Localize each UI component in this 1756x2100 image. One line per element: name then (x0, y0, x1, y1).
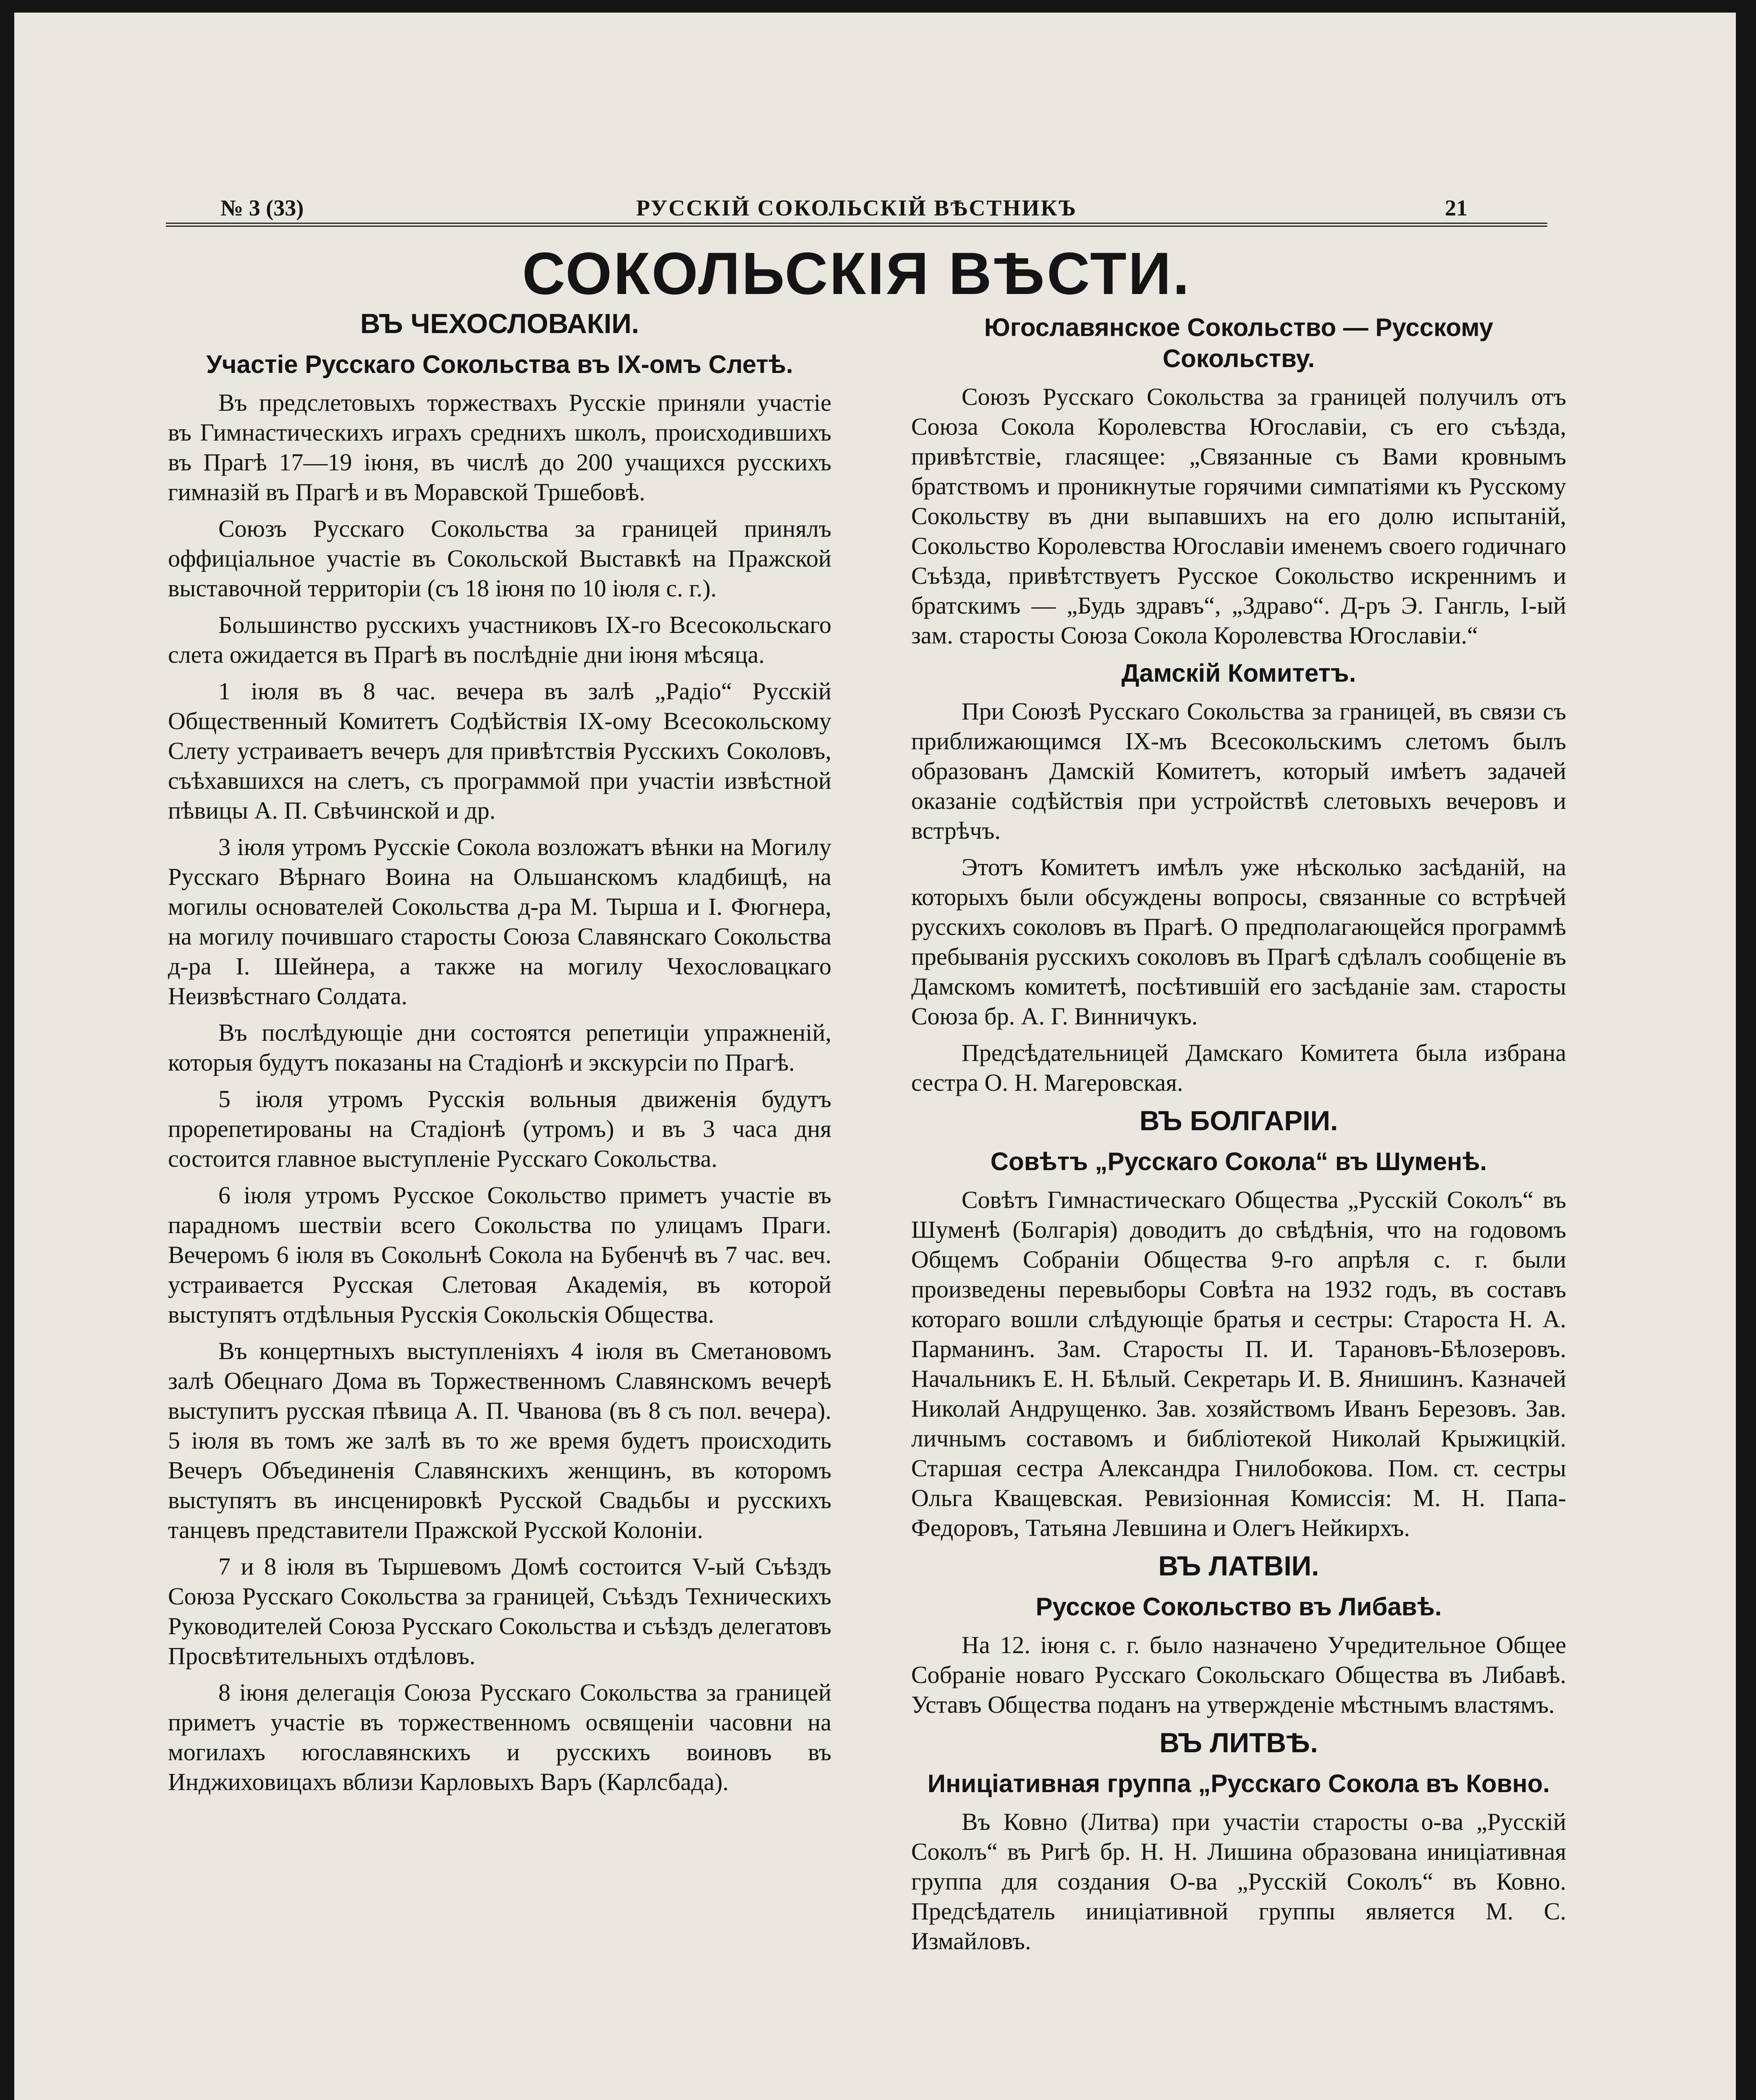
paragraph: 8 іюня делегація Союза Русскаго Сокольства за границей приметъ участіе въ торжественномъ освященіи часовни на могилахъ югославянскихъ и русскихъ воиновъ въ Инджиховицахъ вблизи Карловыхъ Варъ (Карлсбада). (168, 1679, 831, 1796)
paragraph: Совѣтъ Гимнастическаго Общества „Русскій Соколъ“ въ Шуменѣ (Болгарія) доводитъ до свѣдѣнія, что на годовомъ Общемъ Собраніи Общества 9-го апрѣля с. г. были произведены перевыборы Совѣта на 1932 годъ, въ составъ котораго вошли слѣдующіе братья и сестры: Староста Н. А. Парманинъ. Зам. Старосты П. И. Тарановъ-Бѣлозеровъ. Начальникъ Е. Н. Бѣлый. Секретарь И. В. Янишинъ. Казначей Николай Андрущенко. Зав. хозяйствомъ Иванъ Березовъ. Зав. личнымъ составомъ и библіотекой Николай Крыжицкій. Старшая сестра Александра Гнилобокова. Пом. ст. сестры Ольга Кващевская. Ревизіонная Комиссія: М. Н. Папа-Федоровъ, Татьяна Левшина и Олегъ Нейкирхъ. (911, 1186, 1566, 1541)
paragraph: При Союзѣ Русскаго Сокольства за границей, въ связи съ приближающимся IX-мъ Всесокольскимъ слетомъ былъ образованъ Дамскій Комитетъ, который имѣетъ задачей оказаніе содѣйствія при устройствѣ слетовыхъ вечеровъ и встрѣчъ. (911, 698, 1566, 844)
page-number: 21 (1445, 195, 1468, 220)
paragraph: 6 іюля утромъ Русское Сокольство приметъ участіе въ парадномъ шествіи всего Сокольства по улицамъ Праги. Вечеромъ 6 іюля въ Сокольнѣ Сокола на Бубенчѣ въ 7 час. веч. устраивается Русская Слетовая Академія, въ которой выступятъ отдѣльныя Русскія Сокольскія Общества. (168, 1181, 831, 1328)
running-header (166, 189, 1547, 227)
article-heading-libava: Русское Сокольство въ Либавѣ. (1035, 1593, 1442, 1621)
article-heading-kovno: Иниціативная группа „Русскаго Сокола въ Ковно. (928, 1769, 1550, 1798)
paragraph: 5 іюля утромъ Русскія вольныя движенія будутъ прорепетированы на Стадіонѣ (утромъ) и въ 3 часа дня состоится главное выступленіе Русскаго Сокольства. (168, 1085, 831, 1172)
article-heading-slet: Участіе Русскаго Сокольства въ IX-омъ Слетѣ. (206, 350, 793, 378)
paragraph: Большинство русскихъ участниковъ IX-го Всесокольскаго слета ожидается въ Прагѣ въ послѣдніе дни іюня мѣсяца. (168, 611, 831, 668)
region-heading-latvia: ВЪ ЛАТВІИ. (1158, 1550, 1319, 1581)
paragraph: Въ концертныхъ выступленіяхъ 4 іюля въ Сметановомъ залѣ Обецнаго Дома въ Торжественномъ Славянскомъ вечерѣ выступитъ русская пѣвица А. П. Чванова (въ 8 съ пол. вечера). 5 іюля въ томъ же залѣ въ то же время будетъ происходить Вечеръ Объединенія Славянскихъ женщинъ, въ которомъ выступятъ въ инсценировкѣ Русской Свадьбы и русскихъ танцевъ представители Пражской Русской Колоніи. (168, 1337, 831, 1544)
page-title: СОКОЛЬСКІЯ ВѢСТИ. (522, 240, 1191, 307)
paragraph: Союзъ Русскаго Сокольства за границей получилъ отъ Союза Сокола Королевства Югославіи, съ его съѣзда, привѣтствіе, гласящее: „Связанные съ Вами кровнымъ братствомъ и проникнутые горячими симпатіями къ Русскому Сокольству въ дни выпавшихъ на его долю испытаній, Сокольство Королевства Югославіи именемъ своего годичнаго Съѣзда, привѣтствуетъ Русское Сокольство искреннимъ и братскимъ — „Будь здравъ“, „Здраво“. Д-ръ Э. Гангль, І-ый зам. старосты Союза Сокола Королевства Югославіи.“ (911, 383, 1566, 649)
paragraph: Въ Ковно (Литва) при участіи старосты о-ва „Русскій Соколъ“ въ Ригѣ бр. Н. Н. Лишина образована иниціативная группа для создания О-ва „Русскій Соколъ“ въ Ковно. Предсѣдатель иниціативной группы является М. С. Измайловъ. (911, 1808, 1566, 1955)
paragraph: Союзъ Русскаго Сокольства за границей принялъ оффиціальное участіе въ Сокольской Выставкѣ на Пражской выставочной территоріи (съ 18 іюня по 10 іюля с. г.). (168, 515, 831, 602)
paragraph: 1 іюля въ 8 час. вечера въ залѣ „Радіо“ Русскій Общественный Комитетъ Содѣйствія IX-ому Всесокольскому Слету устраиваетъ вечеръ для привѣтствія Русскихъ Соколовъ, съѣхавшихся на слетъ, съ программой при участіи извѣстной пѣвицы А. П. Свѣчинской и др. (168, 677, 831, 824)
article-heading-shumen: Совѣтъ „Русскаго Сокола“ въ Шуменѣ. (990, 1147, 1487, 1176)
paragraph: Въ предслетовыхъ торжествахъ Русскіе приняли участіе въ Гимнастическихъ играхъ среднихъ школъ, происходившихъ въ Прагѣ 17—19 іюня, въ числѣ до 200 учащихся русскихъ гимназій въ Прагѣ и въ Моравской Тршебовѣ. (168, 389, 831, 506)
paragraph: 7 и 8 іюля въ Тыршевомъ Домѣ состоится V-ый Съѣздъ Союза Русскаго Сокольства за границей, Съѣздъ Техническихъ Руководителей Союза Русскаго Сокольства и съѣздъ делегатовъ Просвѣтительныхъ отдѣловъ. (168, 1553, 831, 1670)
region-heading-lithuania: ВЪ ЛИТВѢ. (1159, 1727, 1318, 1758)
paragraph: Въ послѣдующіе дни состоятся репетиціи упражненій, которыя будутъ показаны на Стадіонѣ и экскурсіи по Прагѣ. (168, 1019, 831, 1076)
right-column (911, 304, 1566, 1963)
article-heading-yugoslavia: Югославянское Сокольство — Русскому Сокольству. (984, 313, 1494, 373)
paragraph: На 12. іюня с. г. было назначено Учредительное Общее Собраніе новаго Русскаго Сокольскаго Общества въ Либавѣ. Уставъ Общества поданъ на утвержденіе мѣстнымъ властямъ. (911, 1631, 1566, 1718)
paragraph: 3 іюля утромъ Русскіе Сокола возложатъ вѣнки на Могилу Русскаго Вѣрнаго Воина на Ольшанскомъ кладбищѣ, на могилы основателей Сокольства д-ра М. Тырша и І. Фюгнера, на могилу почившаго старосты Союза Славянскаго Сокольства д-ра І. Шейнера, а также на могилу Чехословацкаго Неизвѣстнаго Солдата. (168, 833, 831, 1010)
region-heading-czechoslovakia: ВЪ ЧЕХОСЛОВАКІИ. (360, 308, 639, 339)
paragraph: Предсѣдательницей Дамскаго Комитета была избрана сестра О. Н. Магеровская. (911, 1039, 1566, 1096)
article-heading-ladies-committee: Дамскій Комитетъ. (1121, 659, 1356, 687)
paragraph: Этотъ Комитетъ имѣлъ уже нѣсколько засѣданій, на которыхъ были обсуждены вопросы, связанные со встрѣчей русскихъ соколовъ въ Прагѣ. О предполагающейся программѣ пребыванія русскихъ соколовъ въ Прагѣ сдѣлалъ сообщеніе въ Дамскомъ комитетѣ, посѣтившій его засѣданіе зам. старосты Союза бр. А. Г. Винничукъ. (911, 853, 1566, 1030)
region-heading-bulgaria: ВЪ БОЛГАРІИ. (1139, 1105, 1338, 1136)
issue-number: № 3 (33) (220, 195, 304, 220)
left-column (168, 304, 831, 1803)
journal-title: РУССКІЙ СОКОЛЬСКІЙ ВѢСТНИКЪ (636, 195, 1077, 220)
